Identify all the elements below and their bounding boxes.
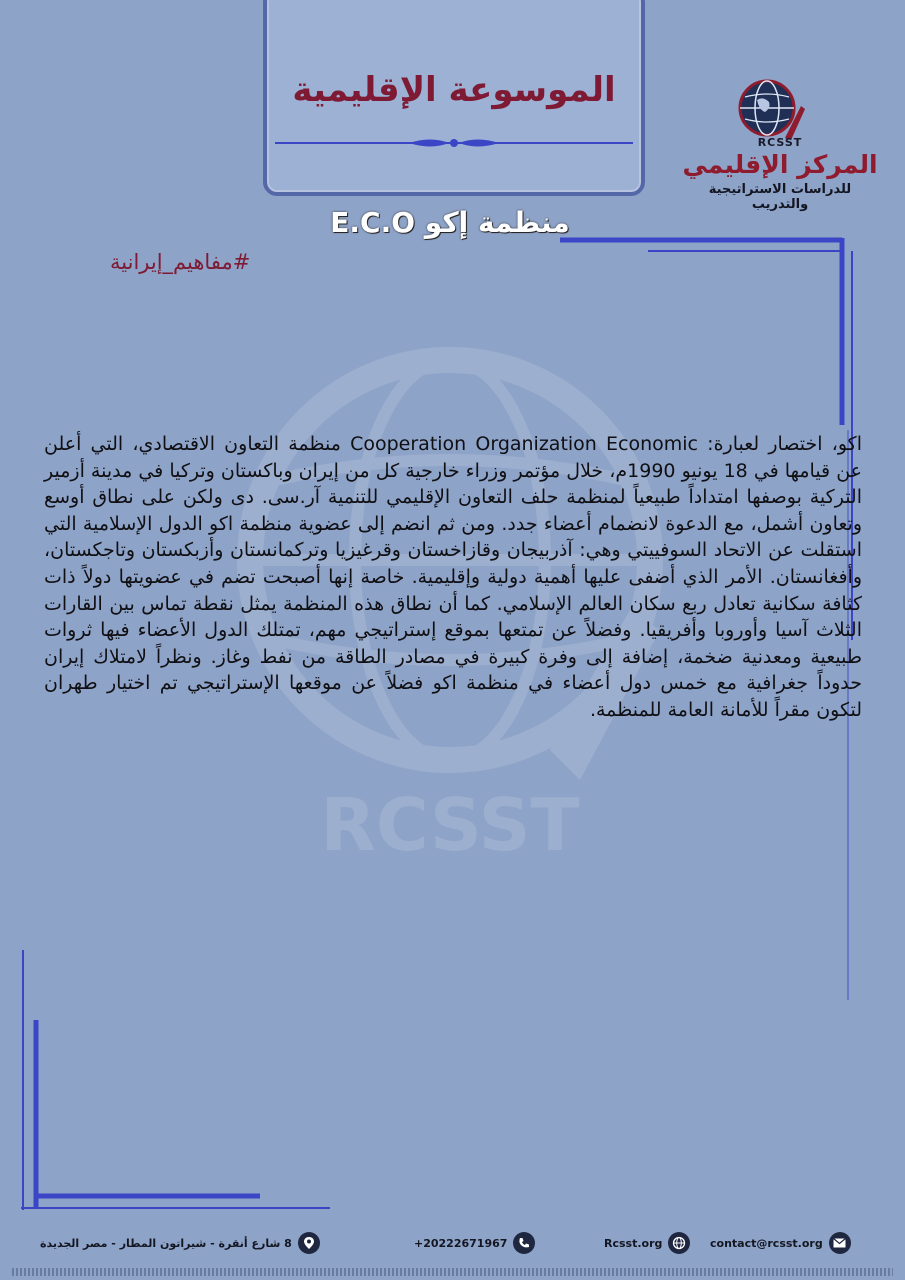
logo-caption: RCSST	[757, 136, 803, 149]
svg-text:RCSST: RCSST	[320, 783, 580, 867]
globe-icon	[668, 1232, 690, 1254]
article-body: اكو، اختصار لعبارة: Cooperation Organization Economic منظمة التعاون الاقتصادي، التي أعلن عن قيامها في 18 يونيو 1990م، خلال مؤتمر وزراء خارجية كل من إيران وباكستان وتركيا في مدينة أزمير التركية بوصفها امتداداً طبيعياً لمنظمة حلف التعاون الإقليمي للتنمية آر.سى. دى ولكن على نطاق أوسع وتعاون أشمل، مع الدعوة لانضمام أعضاء جدد. ومن ثم انضم إلى عضوية منظمة اكو الدول الإسلامية التي استقلت عن الاتحاد السوفييتي وهي: آذربيجان وقازاخستان وقرغيزيا وتركمانستان وأزبكستان وتاجكستان، وأفغانستان. الأمر الذي أضفى عليها أهمية دولية وإقليمية. خاصة إنها أصبحت تضم في عضويتها دولاً ذات كثافة سكانية تعادل ربع سكان العالم الإسلامي. كما أن نطاق هذه المنظمة يمثل نقطة تماس بين القارات الثلاث آسيا وأوروبا وأفريقيا. وفضلاً عن تمتعها بموقع إستراتيجي مهم، تمتلك الدول الأعضاء فيها ثروات طبيعية ومعدنية ضخمة، إضافة إلى وفرة كبيرة في مصادر الطاقة من نفط وغاز. ونظراً لامتلاك إيران حدوداً جغرافية مع خمس دول أعضاء في منظمة اكو فضلاً عن موقعها الإستراتيجي تم اختيار طهران لتكون مقراً للأمانة العامة للمنظمة.	[44, 433, 863, 721]
footer-address	[40, 1230, 320, 1256]
footer-website[interactable]	[604, 1230, 690, 1256]
rcsst-logo	[680, 78, 880, 212]
email-link[interactable]: contact@rcsst.org	[710, 1236, 823, 1250]
organization-name: المركز الإقليمي	[682, 150, 878, 179]
envelope-icon	[829, 1232, 851, 1254]
phone-number[interactable]: +20222671967	[414, 1236, 508, 1250]
encyclopedia-title: الموسوعة الإقليمية	[292, 70, 616, 110]
website-link[interactable]: Rcsst.org	[604, 1236, 663, 1250]
globe-logo-icon	[735, 78, 805, 140]
encyclopedia-header	[263, 0, 645, 196]
divider-ornament-icon	[409, 136, 499, 150]
footer-phone[interactable]	[414, 1230, 535, 1256]
footer	[40, 1226, 865, 1260]
phone-icon	[513, 1232, 535, 1254]
organization-subtitle: للدراسات الاستراتيجية والتدريب	[708, 182, 852, 212]
address-text: 8 شارع أنقرة - شيراتون المطار - مصر الجديدة	[40, 1236, 292, 1250]
hashtag: #مفاهيم_إيرانية	[110, 250, 251, 274]
footer-fine-print	[12, 1268, 893, 1276]
article-title: منظمة إكو E.C.O	[330, 206, 570, 239]
footer-email[interactable]	[710, 1230, 851, 1256]
location-pin-icon	[298, 1232, 320, 1254]
